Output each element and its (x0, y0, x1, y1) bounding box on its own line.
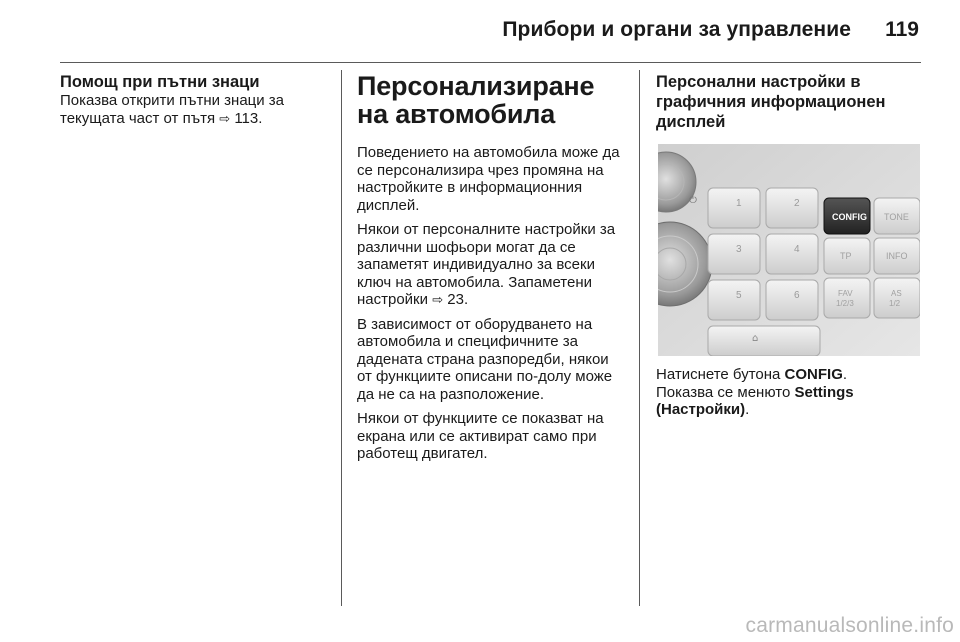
column-left (60, 72, 330, 134)
preset-6-label: 6 (794, 290, 800, 301)
caption-text: . (745, 401, 750, 418)
preset-2-label: 2 (794, 198, 800, 209)
as-button-sublabel: 1/2 (889, 299, 901, 308)
fav-button-sublabel: 1/2/3 (836, 299, 854, 308)
paragraph-text: Някои от персоналните настройки за различни шофьори могат да се запаметят индивидуално за всеки ключ на автомобила. Запаметени настройки (357, 221, 616, 308)
caption-text: Натиснете бутона (656, 366, 785, 383)
as-button-label: AS (891, 289, 902, 298)
section-heading: Персонални настройки в графичния информационен дисплей (656, 73, 886, 131)
column-divider (639, 70, 640, 606)
page-reference[interactable]: 113. (234, 109, 263, 127)
column-right (656, 72, 922, 426)
info-button-label: INFO (886, 251, 908, 261)
column-middle (357, 72, 627, 470)
control-panel-photo (658, 144, 920, 356)
caption-text: . (842, 366, 848, 383)
column-divider (341, 70, 342, 606)
svg-text:⌂: ⌂ (752, 333, 759, 344)
caption-text: Показва се менюто (656, 383, 795, 401)
caption (656, 366, 922, 419)
paragraph (357, 221, 627, 309)
paragraph: Някои от функциите се показват на екрана или се активират само при работещ двигател. (357, 410, 604, 462)
page-reference[interactable]: 23. (447, 291, 469, 308)
config-button-label: CONFIG (832, 212, 867, 222)
preset-4-label: 4 (794, 244, 800, 255)
tone-button-label: TONE (884, 212, 909, 222)
page-number: 119 (885, 18, 919, 41)
tp-button-label: TP (840, 251, 852, 261)
menu-name: Settings (Настройки) (656, 383, 854, 418)
watermark: carmanualsonline.info (745, 614, 954, 637)
section-heading: Персонализиране на автомобила (357, 71, 595, 129)
reference-arrow-icon: ⇨ (219, 110, 231, 126)
chapter-title: Прибори и органи за управление (502, 18, 851, 41)
fav-button-label: FAV (838, 289, 853, 298)
preset-5-label: 5 (736, 290, 742, 301)
paragraph: В зависимост от оборудването на автомобила и специфичните за дадената страна разпоредби, някои от функциите описани по-долу може да не са на разположение. (357, 315, 613, 403)
preset-3-label: 3 (736, 244, 742, 255)
paragraph-text: Показва открити пътни знаци за текущата част от пътя (60, 92, 285, 127)
section-heading: Помощ при пътни знаци (60, 73, 260, 91)
reference-arrow-icon: ⇨ (432, 292, 444, 307)
button-name: CONFIG (784, 366, 843, 383)
preset-1-label: 1 (736, 198, 742, 209)
svg-text:⏻: ⏻ (689, 195, 697, 206)
page-header (60, 0, 921, 63)
paragraph: Поведението на автомобила може да се персонализира чрез промяна на настройките в информационния дисплей. (357, 144, 620, 214)
paragraph (60, 92, 330, 127)
